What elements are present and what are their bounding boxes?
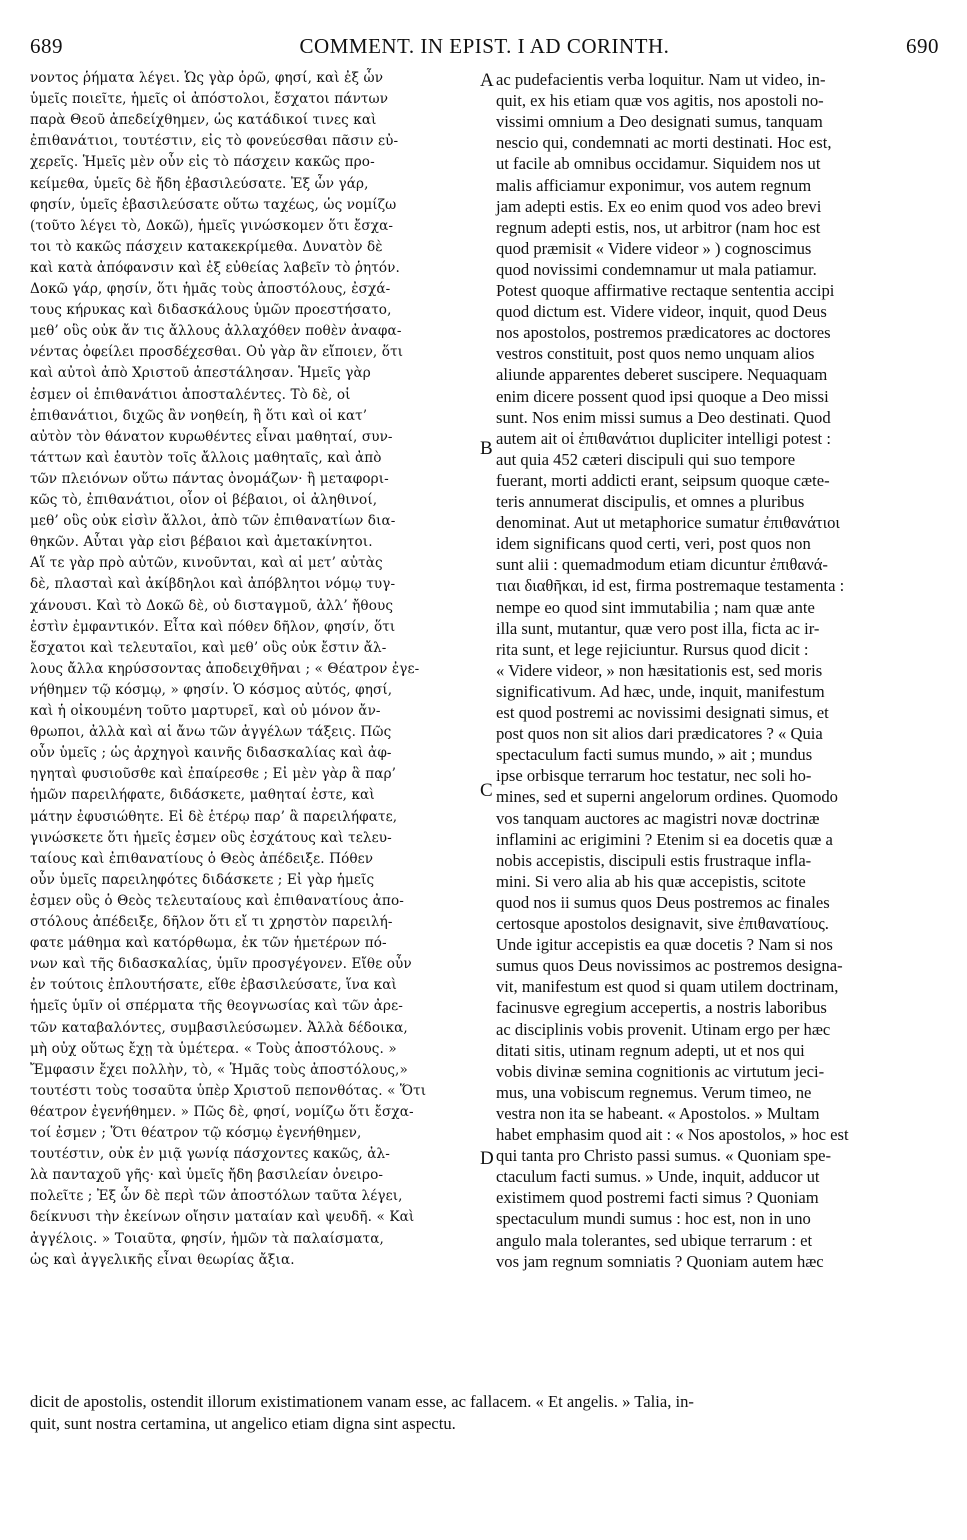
greek-text-line: τῶν πλειόνων οὕτω πάντας ὀνομάζων· ἢ μεταφορι- bbox=[30, 470, 389, 487]
greek-text-line: ταίους καὶ ἐπιθανατίους ὁ Θεὸς ἀπέδειξε. Πόθεν bbox=[30, 850, 374, 867]
latin-text-line: mines, sed et superni angelorum ordines. Quomodo bbox=[496, 787, 838, 807]
latin-text-line: nescio qui, condemnati ac morti destinati. Hoc est, bbox=[496, 133, 832, 153]
page-number-left: 689 bbox=[30, 34, 63, 58]
latin-text-line: vos tanquam auctores ac magistri novæ doctrinæ bbox=[496, 808, 820, 828]
latin-text-line: Unde igitur accepistis ea quæ docetis ? Nam si nos bbox=[496, 935, 833, 955]
greek-text-line: φησίν, ὑμεῖς ἐβασιλεύσατε οὕτω ταχέως, ὡς νομίζω bbox=[30, 196, 397, 213]
latin-text-line: vestra non ita se habeant. « Apostolos. » Multam bbox=[496, 1103, 820, 1123]
latin-text-line: « Videre videor, » non hæsitationis est, sed moris bbox=[496, 660, 823, 680]
greek-text-line: τουτέστιν, οὐκ ἐν μιᾷ γωνίᾳ πάσχοντες κακῶς, ἀλ- bbox=[30, 1146, 390, 1163]
greek-text-line: μὴ οὐχ οὕτως ἔχῃ τὰ ὑμέτερα. « Τοὺς ἀποστόλους. » bbox=[30, 1040, 397, 1057]
section-marker-d: D bbox=[480, 1148, 494, 1169]
latin-text-line: vissimi omnium a Deo designati sumus, tanquam bbox=[496, 112, 823, 132]
latin-text-line: nempe eo quod sint immutabilia ; nam quæ ante bbox=[496, 597, 815, 617]
greek-text-line: αὐτὸν τὸν θάνατον κυρωθέντες εἶναι μαθηταί, συν- bbox=[30, 428, 393, 445]
greek-text-line: ὡς καὶ ἀγγελικῆς εἶναι θεωρίας ἄξια. bbox=[30, 1251, 295, 1268]
greek-text-line: πολεῖτε ; Ἐξ ὧν δὲ περὶ τῶν ἀποστόλων ταῦτα λέγει, bbox=[30, 1188, 403, 1205]
greek-text-line: νων καὶ τῆς διδασκαλίας, ὑμῖν προσγέγονεν. Εἴθε οὖν bbox=[30, 956, 412, 973]
latin-text-line: quod novissimi condemnamur ut mala patiamur. bbox=[496, 259, 817, 279]
greek-text-line: Ἔμφασιν ἔχει πολλὴν, τὸ, « Ἡμᾶς τοὺς ἀποστόλους,» bbox=[30, 1061, 408, 1078]
greek-text-line: κῶς τὸ, ἐπιθανάτιοι, οἷον οἱ βέβαιοι, οἱ ἀληθινοί, bbox=[30, 492, 378, 508]
latin-text-line: inflamini ac erigimini ? Etenim si ea docetis quæ a bbox=[496, 829, 833, 849]
latin-text-line: vit, manifestum est quod si quam utilem doctrinam, bbox=[496, 977, 839, 997]
latin-text-line: quit, ex his etiam quæ vos agitis, nos apostoli no- bbox=[496, 91, 824, 111]
latin-text-line: jam adepti estis. Ex eo enim quod vos adeo brevi bbox=[496, 196, 822, 216]
latin-text-line: ditati sitis, utinam regnum adepti, ut et nos qui bbox=[496, 1040, 805, 1060]
full-width-text-line: dicit de apostolis, ostendit illorum existimationem vanam esse, ac fallacem. « Et angelis. » Talia, in- bbox=[30, 1392, 694, 1411]
latin-text-line: illa sunt, mutantur, quæ vero post illa, ficta ac ir- bbox=[496, 618, 820, 638]
latin-text-line: quod præmisit « Videre videor » ) cognoscimus bbox=[496, 238, 812, 258]
full-width-text-line: quit, sunt nostra certamina, ut angelico etiam digna sint aspectu. bbox=[30, 1414, 456, 1433]
latin-text-line: nos apostolos, postremos prædicatores ac doctores bbox=[496, 323, 831, 343]
latin-text-line: mini. Si vero alia ab his quæ accepistis, scitote bbox=[496, 871, 806, 891]
greek-text-line: μεθ’ οὓς οὐκ ἄν τις ἄλλους ἀλλαχόθεν ποθὲν ἀναφα- bbox=[30, 323, 402, 340]
greek-text-line: ἐσμεν οἱ ἐπιθανάτιοι ἀποσταλέντες. Τὸ δὲ, οἱ bbox=[30, 386, 351, 403]
greek-text-line: μεθ’ οὓς οὐκ εἰσὶν ἄλλοι, ἀπὸ τῶν ἐπιθανατίων δια- bbox=[30, 513, 396, 530]
latin-text-line: ctaculum facti sumus. » Unde, inquit, adducor ut bbox=[496, 1167, 820, 1187]
greek-text-line: λὰ πανταχοῦ γῆς· καὶ ὑμεῖς ἤδη βασιλείαν ὀνειρο- bbox=[30, 1167, 384, 1184]
greek-text-line: (τοῦτο λέγει τὸ, Δοκῶ), ἡμεῖς γινώσκομεν ὅτι ἔσχα- bbox=[30, 217, 394, 234]
latin-text-line: sunt. Nos enim missi sumus a Deo destinati. Quod bbox=[496, 407, 831, 427]
greek-text-line: νοντος ῥήματα λέγει. Ὡς γὰρ ὁρῶ, φησί, καὶ ἐξ ὧν bbox=[30, 70, 384, 86]
greek-text-line: ἡμεῖς ὑμῖν οἱ σπέρματα τῆς θεογνωσίας καὶ τῶν ἀρε- bbox=[30, 998, 403, 1015]
latin-text-line: Potest quoque affirmative rectaque sententia accipi bbox=[496, 281, 835, 300]
latin-text-line: vobis divinæ semina cognitionis ac virtutum jeci- bbox=[496, 1061, 825, 1081]
greek-text-line: χερεῖς. Ἡμεῖς μὲν οὖν εἰς τὸ πάσχειν κακῶς προ- bbox=[30, 154, 375, 171]
greek-text-line: ἐπιθανάτιοι, τουτέστιν, εἰς τὸ φονεύεσθαι πᾶσιν εὐ- bbox=[30, 133, 399, 150]
latin-text-line: quod dictum est. Videre videor, inquit, quod Deus bbox=[496, 302, 827, 322]
latin-text-line: autem ait οἱ ἐπιθανάτιοι dupliciter intelligi potest : bbox=[496, 428, 831, 448]
latin-text-line: mus, una vobiscum regnemus. Verum timeo, ne bbox=[496, 1082, 812, 1102]
greek-text-line: ἡμῶν παρειλήφατε, διδάσκετε, μαθηταί ἐστε, καὶ bbox=[30, 787, 375, 804]
latin-text-line: enim dicere possent quod ipsi quoque a Deo missi bbox=[496, 386, 829, 406]
greek-text-line: τάττων καὶ ἑαυτὸν τοῖς ἄλλοις μαθηταῖς, καὶ ἀπὸ bbox=[30, 449, 382, 466]
section-marker-c: C bbox=[480, 780, 493, 801]
latin-text-line: vos jam regnum somniatis ? Quoniam autem hæc bbox=[496, 1251, 824, 1271]
greek-text-line: θρωποι, ἀλλὰ καὶ αἱ ἄνω τῶν ἀγγέλων τάξεις. Πῶς bbox=[30, 724, 392, 741]
greek-text-line: κείμεθα, ὑμεῖς δὲ ἤδη ἐβασιλεύσατε. Ἐξ ὧν γάρ, bbox=[30, 175, 369, 192]
greek-text-line: νέντας ὀφείλει προσδέχεσθαι. Οὐ γὰρ ἂν εἴποιεν, ὅτι bbox=[30, 344, 404, 361]
greek-text-line: ἐστὶν ἐμφαντικόν. Εἶτα καὶ πόθεν δῆλον, φησίν, ὅτι bbox=[30, 618, 396, 635]
latin-text-line: habet emphasim quod ait : « Nos apostolos, » hoc est bbox=[496, 1125, 849, 1144]
greek-text-line: Δοκῶ γάρ, φησίν, ὅτι ἡμᾶς τοὺς ἀποστόλους, ἐσχά- bbox=[30, 281, 391, 297]
latin-text-line: nobis accepistis, discipuli estis frustraque infla- bbox=[496, 850, 812, 870]
latin-text-line: angulo mala tolerantes, sed ubique terrarum : et bbox=[496, 1230, 813, 1250]
greek-text-line: λους ἄλλα κηρύσσοντας ἀποδειχθῆναι ; « Θέατρον ἐγε- bbox=[30, 660, 420, 677]
greek-text-line: ὑμεῖς ποιεῖτε, ἡμεῖς οἱ ἀπόστολοι, ἔσχατοι πάντων bbox=[30, 91, 389, 108]
latin-text-line: ac pudefacientis verba loquitur. Nam ut video, in- bbox=[496, 70, 826, 89]
latin-text-line: regnum adepti estis, nos, ut arbitror (nam hoc est bbox=[496, 217, 821, 237]
greek-text-line: οὖν ὑμεῖς ; ὡς ἀρχηγοὶ καινῆς διδασκαλίας καὶ ἀφ- bbox=[30, 745, 392, 762]
greek-text-line: δείκνυσι τὴν ἐκείνων οἴησιν ματαίαν καὶ ψευδῆ. « Καὶ bbox=[30, 1209, 415, 1226]
greek-text-line: φατε μάθημα καὶ κατόρθωμα, ἐκ τῶν ἡμετέρων πό- bbox=[30, 935, 387, 952]
latin-text-line: ipse orbisque terrarum hoc testatur, nec soli ho- bbox=[496, 766, 812, 786]
latin-text-line: sunt alii : quemadmodum etiam dicuntur ἐπιθανά- bbox=[496, 555, 828, 575]
latin-text-line: denominat. Aut ut metaphorice sumatur ἐπιθανάτιοι bbox=[496, 513, 840, 533]
running-title: COMMENT. IN EPIST. I AD CORINTH. bbox=[299, 34, 670, 58]
greek-text-line: Αἵ τε γὰρ πρὸ αὐτῶν, κινοῦνται, καὶ αἱ μετ’ αὐτὰς bbox=[30, 555, 383, 572]
greek-text-line: θέατρον ἐγενήθημεν. » Πῶς δὲ, φησί, νομίζω ὅτι ἔσχα- bbox=[30, 1103, 414, 1120]
latin-text-line: idem significans quod certi, veri, post quos non bbox=[496, 534, 811, 554]
greek-text-line: οὖν ὑμεῖς παρειληφότες διδάσκετε ; Εἰ γὰρ ἡμεῖς bbox=[30, 871, 375, 888]
latin-text-line: spectaculum facti sumus mundo, » ait ; mundus bbox=[496, 745, 813, 765]
latin-text-line: fuerant, morti addicti erant, seipsum quoque cæte- bbox=[496, 470, 830, 490]
latin-text-line: facinusve egregium accepertis, a nostris laboribus bbox=[496, 998, 827, 1018]
greek-text-line: παρὰ Θεοῦ ἀπεδείχθημεν, ὡς κατάδικοί τινες καὶ bbox=[30, 112, 377, 129]
latin-text-line: malis afficiamur exponimur, vos autem regnum bbox=[496, 175, 812, 195]
greek-text-line: δὲ, πλασταὶ καὶ ἀκίβδηλοι καὶ ἀπόβλητοι νόμῳ τυγ- bbox=[30, 576, 396, 593]
latin-text-line: sumus quos Deus novissimos ac postremos designa- bbox=[496, 956, 843, 976]
greek-text-line: καὶ αὐτοὶ ἀπὸ Χριστοῦ ἀπεστάλησαν. Ἡμεῖς γὰρ bbox=[30, 365, 371, 382]
greek-text-line: καὶ κατὰ ἀπόφανσιν καὶ ἐξ εὐθείας λαβεῖν τὸ ῥητόν. bbox=[30, 259, 400, 276]
latin-text-line: existimem quod postremi facti simus ? Quoniam bbox=[496, 1188, 819, 1208]
latin-text-line: vestros constituit, post quos nemo unquam alios bbox=[496, 344, 815, 364]
latin-text-line: ut facile ab omnibus occidamur. Siquidem nos ut bbox=[496, 154, 821, 174]
greek-text-line: στόλους ἀπέδειξε, δῆλον ὅτι εἴ τι χρηστὸν παρειλή- bbox=[30, 914, 393, 930]
page-number-right: 690 bbox=[906, 34, 939, 58]
greek-text-line: τῶν καταβαλόντες, συμβασιλεύσωμεν. Ἀλλὰ δέδοικα, bbox=[30, 1019, 408, 1036]
greek-text-line: ἐπιθανάτιοι, διχῶς ἂν νοηθείη, ἢ ὅτι καὶ οἱ κατ’ bbox=[30, 407, 368, 424]
greek-text-line: καὶ ἡ οἰκουμένη τοῦτο μαρτυρεῖ, καὶ οὐ μόνον ἄν- bbox=[30, 703, 381, 719]
latin-text-line: qui tanta pro Christo passi sumus. « Quoniam spe- bbox=[496, 1146, 832, 1166]
greek-text-line: νήθημεν τῷ κόσμῳ, » φησίν. Ὁ κόσμος αὐτός, φησί, bbox=[30, 681, 393, 698]
latin-text-line: certosque apostolos designavit, sive ἐπιθανατίους. bbox=[496, 914, 829, 933]
latin-text-line: τιαι διαθῆκαι, id est, firma postremaque testamenta : bbox=[496, 576, 845, 596]
latin-text-line: aut quia 452 cæteri discipuli qui suo tempore bbox=[496, 449, 796, 469]
section-marker-a: A bbox=[480, 70, 494, 91]
greek-text-line: χάνουσι. Καὶ τὸ Δοκῶ δὲ, οὐ δισταγμοῦ, ἀλλ’ ἤθους bbox=[30, 597, 394, 614]
latin-text-line: post quos non sit alios dari prædicatores ? « Quia bbox=[496, 724, 823, 744]
latin-text-line: rita sunt, et lege rejiciuntur. Rursus quod dicit : bbox=[496, 639, 809, 659]
greek-text-line: ἐν τούτοις ἐπλουτήσατε, εἴθε ἐβασιλεύσατε, ἵνα καὶ bbox=[30, 977, 397, 994]
greek-text-line: μάτην ἐφυσιώθητε. Εἰ δὲ ἑτέρῳ παρ’ ἃ παρειλήφατε, bbox=[30, 808, 398, 825]
greek-text-line: τοι τὸ κακῶς πάσχειν κατακεκρίμεθα. Δυνατὸν δὲ bbox=[30, 238, 383, 255]
greek-text-line: τοί ἐσμεν ; Ὅτι θέατρον τῷ κόσμῳ ἐγενήθημεν, bbox=[30, 1125, 362, 1141]
greek-text-line: ἔσχατοι καὶ τελευταῖοι, καὶ μεθ’ οὓς οὐκ ἔστιν ἄλ- bbox=[30, 639, 387, 656]
greek-text-line: τους κήρυκας καὶ διδασκάλους ὑμῶν προεστήσατο, bbox=[30, 302, 392, 319]
latin-text-line: significativum. Ad hæc, unde, inquit, manifestum bbox=[496, 681, 825, 701]
running-header bbox=[30, 34, 939, 62]
greek-text-line: ηγηταὶ φυσιοῦσθε καὶ ἐπαίρεσθε ; Εἰ μὲν γὰρ ἃ παρ’ bbox=[30, 766, 397, 783]
latin-text-line: quod nos ii sumus quos Deus postremos ac finales bbox=[496, 892, 830, 912]
greek-text-line: ἀγγέλοις. » Τοιαῦτα, φησίν, ἡμῶν τὰ παλαίσματα, bbox=[30, 1230, 384, 1247]
latin-text-line: est quod postremi ac novissimi designati simus, et bbox=[496, 703, 829, 722]
latin-text-line: aliunde apparentes deberet suscipere. Nequaquam bbox=[496, 365, 828, 385]
latin-text-line: teris annumerat discipulis, et omnes a pluribus bbox=[496, 492, 805, 511]
latin-text-line: spectaculum mundi sumus : hoc est, non in uno bbox=[496, 1209, 811, 1229]
latin-text-line: ac disciplinis vobis provenit. Utinam ergo per hæc bbox=[496, 1019, 831, 1039]
greek-text-line: γινώσκετε ὅτι ἡμεῖς ἐσμεν οὓς ἐσχάτους καὶ τελευ- bbox=[30, 829, 392, 846]
section-marker-b: B bbox=[480, 438, 493, 459]
greek-text-line: ἐσμεν οὓς ὁ Θεὸς τελευταίους καὶ ἐπιθανατίους ἀπο- bbox=[30, 892, 404, 909]
greek-text-line: θηκῶν. Αὗται γὰρ εἰσι βέβαιοι καὶ ἀμετακίνητοι. bbox=[30, 534, 373, 551]
greek-text-line: τουτέστι τοὺς τοσαῦτα ὑπὲρ Χριστοῦ πεπονθότας. « Ὅτι bbox=[30, 1082, 427, 1099]
